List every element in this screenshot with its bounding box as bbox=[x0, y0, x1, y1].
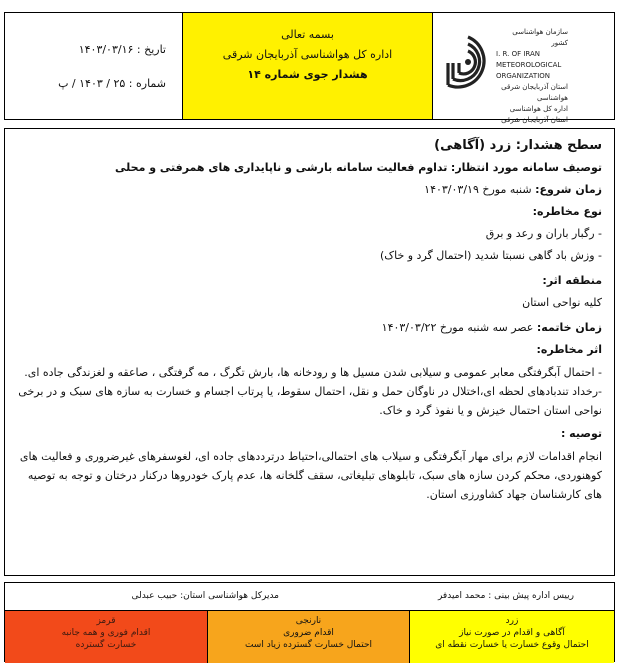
end-time-text: عصر سه شنبه مورخ ۱۴۰۳/۰۳/۲۲ bbox=[381, 321, 534, 334]
basmala: بسمه تعالی bbox=[281, 28, 334, 41]
start-time-label: زمان شروع: bbox=[535, 183, 602, 196]
legend-orange-line: احتمال خسارت گسترده زیاد است bbox=[244, 640, 373, 650]
warning-level: سطح هشدار: زرد (آگاهی) bbox=[434, 138, 602, 153]
legend-red bbox=[5, 610, 207, 663]
director-signature: مدیرکل هواشناسی استان: حبیب عبدلی bbox=[131, 591, 279, 601]
bulletin-title: هشدار جوی شماره ۱۴ bbox=[247, 68, 368, 81]
end-time-label: زمان خاتمه: bbox=[536, 321, 602, 334]
legend-yellow-title: زرد bbox=[505, 616, 519, 626]
organization-title: اداره کل هواشناسی آذربایجان شرقی bbox=[222, 48, 393, 61]
bulletin-header bbox=[4, 12, 615, 124]
bulletin-footer bbox=[4, 582, 615, 662]
logo-line: اداره کل هواشناسی bbox=[509, 105, 568, 113]
warning-level-legend bbox=[5, 610, 614, 663]
meteorological-organization-logo-icon bbox=[440, 33, 496, 95]
date-field: تاریخ : ۱۴۰۳/۰۳/۱۶ bbox=[78, 43, 166, 56]
legend-red-line: اقدام فوری و همه جانبه bbox=[61, 628, 151, 638]
hazard-type-label: نوع مخاطره: bbox=[532, 205, 602, 218]
area-text: کلیه نواحی استان bbox=[522, 296, 602, 309]
warning-bulletin bbox=[4, 4, 615, 656]
legend-yellow-line: احتمال وقوع خسارت یا خسارت نقطه ای bbox=[435, 640, 589, 650]
hazard-item: - وزش باد گاهی نسبتا شدید (احتمال گرد و خاک) bbox=[379, 249, 602, 262]
logo-line: I. R. OF IRAN bbox=[496, 50, 541, 58]
legend-orange-line: اقدام ضروری bbox=[283, 628, 334, 638]
logo-cell bbox=[432, 13, 614, 124]
bulletin-body bbox=[4, 128, 615, 576]
forecast-head-signature: رییس اداره پیش بینی : محمد امیدفر bbox=[437, 591, 574, 601]
area-label: منطقه اثر: bbox=[542, 274, 602, 287]
advice-label: توصیه : bbox=[560, 427, 602, 440]
impact-text: - احتمال آبگرفتگی معابر عمومی و سیلابی شدن مسیل ها و رودخانه ها، بارش تگرگ ، مه گرفتگی ، صاعقه و لغزندگی جاده ای. -رخداد تندبادهای لحظه ای،اختلال در ناوگان حمل و نقل، احتمال سقوط، یا پرتاب اجسام و خسارت به سازه های سبک و در برخی نواحی استان احتمال خیزش و یا نفوذ گرد و خاک. bbox=[18, 366, 602, 417]
start-time-text: شنبه مورخ ۱۴۰۳/۰۳/۱۹ bbox=[424, 183, 532, 196]
number-field: شماره : ۲۵ / ۱۴۰۳ / پ bbox=[58, 77, 166, 90]
legend-orange-title: نارنجی bbox=[295, 616, 322, 626]
logo-line: سازمان هواشناسی کشور bbox=[512, 28, 568, 47]
logo-line: هواشناسی bbox=[536, 94, 568, 102]
advice-text: انجام اقدامات لازم برای مهار آبگرفتگی و سیلاب های احتمالی،احتیاط درترددهای جاده ای، لغوسفرهای غیرضروری و فعالیت های کوهنوردی، محکم کردن سازه های سبک، تابلوهای تبلیغاتی، سقف گلخانه ها، عدم پارک خودروها درکنار درختان و توجه به توصیه های کارشناسان جهاد کشاورزی استان. bbox=[19, 450, 602, 501]
logo-text-block bbox=[496, 27, 568, 126]
logo-line: METEOROLOGICAL bbox=[496, 61, 562, 69]
signatures-row bbox=[5, 583, 614, 609]
logo-line: استان آذربایجان شرقی bbox=[501, 83, 568, 91]
logo-line: ORGANIZATION bbox=[496, 72, 551, 80]
legend-orange bbox=[207, 610, 409, 663]
hazard-item: - رگبار باران و رعد و برق bbox=[485, 227, 602, 240]
info-cell bbox=[5, 13, 182, 119]
legend-red-title: قرمز bbox=[96, 616, 116, 626]
phenomenon-text: تداوم فعالیت سامانه بارشی و ناپایداری های همرفتی و محلی bbox=[115, 161, 448, 174]
legend-red-line: خسارت گسترده bbox=[75, 640, 137, 650]
logo-line: استان آذربایجان شرقی bbox=[501, 116, 568, 124]
impact-label: اثر مخاطره: bbox=[536, 343, 602, 356]
legend-yellow bbox=[409, 610, 614, 663]
title-cell bbox=[182, 13, 432, 119]
legend-yellow-line: آگاهی و اقدام در صورت نیاز bbox=[459, 628, 565, 638]
phenomenon-label: توصیف سامانه مورد انتظار: bbox=[450, 161, 602, 174]
